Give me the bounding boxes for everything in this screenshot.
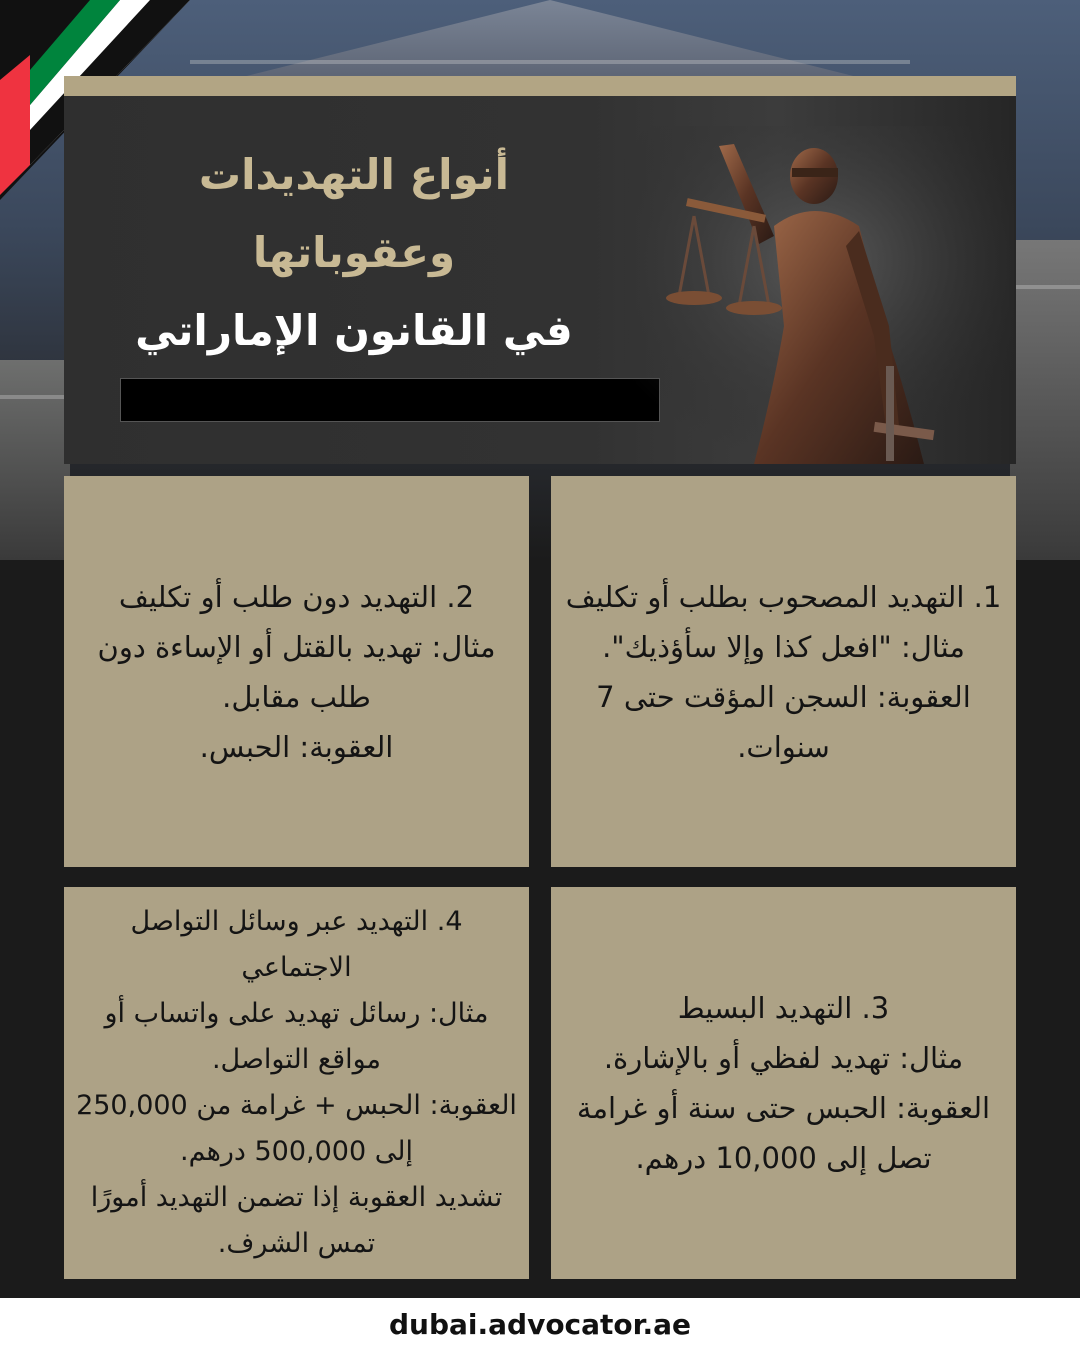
footer (0, 1298, 1080, 1350)
redaction-bar (120, 378, 660, 422)
card-4-aggravation-cont: تمس الشرف. (217, 1228, 376, 1259)
card-4-aggravation: تشديد العقوبة إذا تضمن التهديد أمورًا (90, 1182, 503, 1213)
building-ledge-left (0, 395, 64, 399)
card-2-example-cont: طلب مقابل. (222, 679, 371, 714)
card-4-example: مثال: رسائل تهديد على واتساب أو (104, 998, 489, 1029)
card-3-heading: 3. التهديد البسيط (677, 991, 890, 1025)
threat-type-card-2 (64, 476, 529, 867)
building-ledge-right (1016, 285, 1080, 289)
title-line-3: في القانون الإماراتي (135, 306, 573, 355)
header-card (64, 96, 1016, 464)
card-3-penalty: العقوبة: الحبس حتى سنة أو غرامة (576, 1091, 991, 1125)
card-4-example-cont: مواقع التواصل. (211, 1044, 382, 1075)
header-top-accent-bar (64, 76, 1016, 96)
card-4-heading: 4. التهديد عبر وسائل التواصل (130, 906, 463, 937)
threat-type-card-4 (64, 887, 529, 1279)
website-link[interactable]: dubai.advocator.ae (388, 1307, 692, 1341)
threat-type-card-3 (551, 887, 1016, 1279)
card-4-heading-cont: الاجتماعي (241, 952, 352, 983)
page-title (104, 136, 604, 370)
card-4-penalty-cont: إلى 500,000 درهم. (180, 1136, 413, 1167)
threat-type-card-1 (551, 476, 1016, 867)
card-1-penalty-cont: سنوات. (737, 729, 830, 764)
card-4-penalty: العقوبة: الحبس + غرامة من 250,000 (76, 1090, 517, 1121)
card-3-penalty-cont: تصل إلى 10,000 درهم. (635, 1141, 932, 1175)
card-1-heading: 1. التهديد المصحوب بطلب أو تكليف (565, 579, 1002, 614)
card-3-example: مثال: تهديد لفظي أو بالإشارة. (603, 1041, 964, 1075)
title-line-2: وعقوباتها (252, 228, 456, 277)
card-1-example: مثال: "افعل كذا وإلا سأؤذيك". (602, 629, 965, 664)
card-1-penalty: العقوبة: السجن المؤقت حتى 7 (596, 679, 971, 714)
building-left-wing (0, 360, 70, 560)
card-2-heading: 2. التهديد دون طلب أو تكليف (118, 579, 475, 614)
card-2-example: مثال: تهديد بالقتل أو الإساءة دون (97, 629, 496, 664)
lady-justice-statue-icon (624, 126, 1014, 464)
building-cornice (190, 60, 910, 64)
title-line-1: أنواع التهديدات (198, 150, 510, 199)
card-2-penalty: العقوبة: الحبس. (199, 729, 394, 764)
building-pediment (170, 0, 930, 80)
